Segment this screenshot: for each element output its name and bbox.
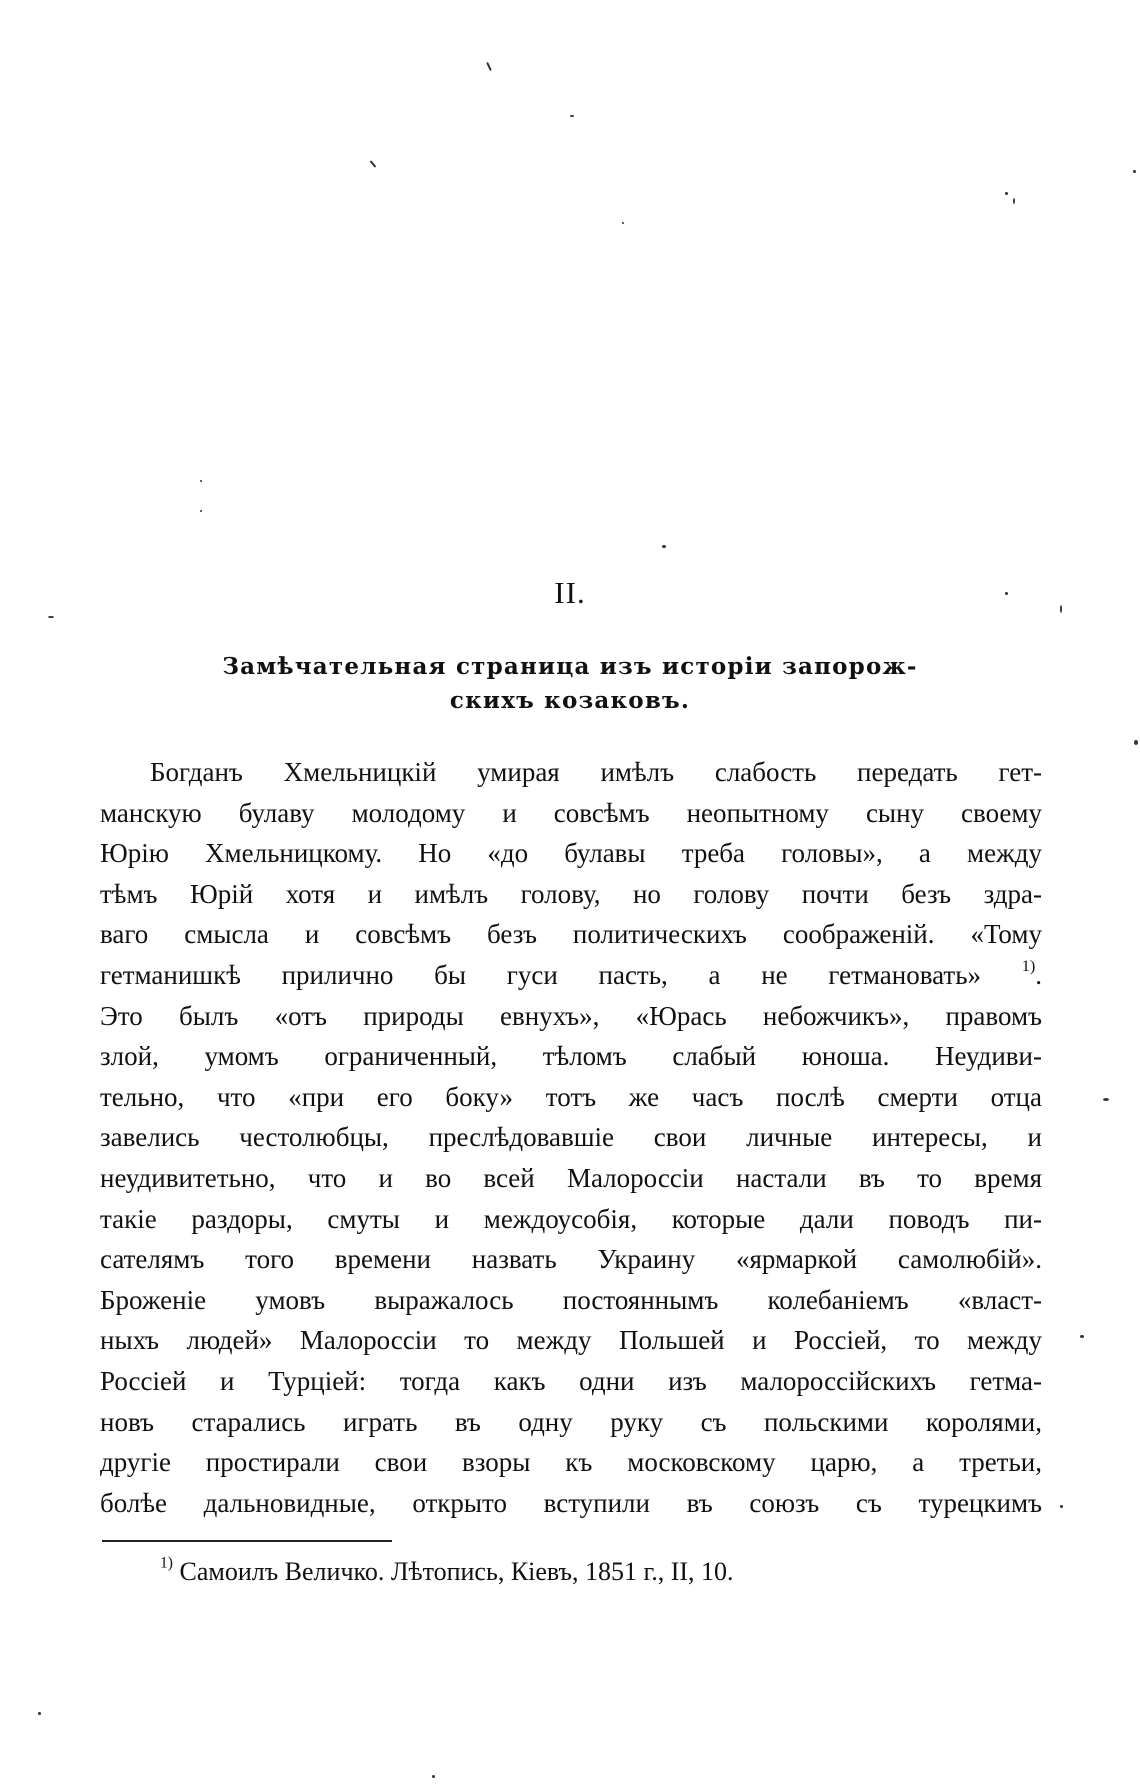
text-line-19: болѣе дальновидные, открыто вступили въ союзъ съ турецкимъ (100, 1487, 1042, 1518)
scan-speck (486, 62, 492, 71)
chapter-title-line-1: Замѣчательная страница изъ исторіи запорож- (222, 653, 918, 680)
text-line-15: ныхъ людей» Малороссіи то между Польшей и Россіей, то между (100, 1325, 1042, 1356)
body-text (100, 752, 1042, 1523)
scan-speck (38, 1712, 41, 1715)
text-line-17: новъ старались играть въ одну руку съ польскими королями, (100, 1406, 1042, 1437)
scan-speck (1005, 592, 1008, 595)
chapter-title-line-2: скихъ козаковъ. (449, 687, 691, 714)
text-line-6-tail: . (1035, 959, 1042, 990)
scan-speck (1060, 1505, 1063, 1508)
footnote-text: Самоилъ Величко. Лѣтопись, Кіевъ, 1851 г., II, 10. (179, 1557, 734, 1586)
scan-speck (622, 222, 624, 224)
scan-speck (570, 115, 574, 117)
footnote-reference: 1) (1021, 957, 1036, 976)
text-line-12: такіе раздоры, смуты и междоусобія, которые дали поводъ пи- (100, 1203, 1042, 1234)
text-line-5: ваго смысла и совсѣмъ безъ политическихъ соображеній. «Тому (100, 919, 1042, 950)
chapter-number: II. (554, 575, 586, 610)
text-line-8: злой, умомъ ограниченный, тѣломъ слабый юноша. Неудиви- (100, 1041, 1042, 1072)
scan-speck (1133, 170, 1136, 173)
text-line-2: манскую булаву молодому и совсѣмъ неопытному сыну своему (100, 797, 1042, 828)
text-line-7: Это былъ «отъ природы евнухъ», «Юрась небожчикъ», правомъ (100, 1000, 1042, 1031)
scan-speck (1005, 192, 1008, 195)
text-line-10: завелись честолюбцы, преслѣдовавшіе свои личные интересы, и (100, 1122, 1042, 1153)
scan-speck (200, 510, 202, 512)
text-line-6-main: гетманишкѣ прилично бы гуси пасть, а не гетмановать» (100, 959, 982, 990)
text-line-16: Россіей и Турціей: тогда какъ одни изъ малороссійскихъ гетма- (100, 1365, 1042, 1396)
text-line-14: Броженіе умовъ выражалось постояннымъ колебаніемъ «власт- (100, 1284, 1042, 1315)
scan-speck (1103, 1098, 1109, 1101)
scan-speck (1080, 1335, 1084, 1338)
scan-speck (1013, 198, 1015, 204)
footnote-marker: 1) (160, 1554, 173, 1572)
scan-speck (432, 1775, 435, 1778)
chapter-title (100, 650, 1040, 718)
text-line-11: неудивитетьно, что и во всей Малороссіи настали въ то время (100, 1162, 1042, 1193)
text-line-1: Богданъ Хмельницкій умирая имѣлъ слабость передать гет- (150, 757, 1042, 787)
text-line-13: сателямъ того времени назвать Украину «ярмаркой самолюбій». (100, 1244, 1042, 1275)
scan-speck (48, 616, 54, 618)
text-line-6 (100, 955, 1042, 996)
text-line-3: Юрію Хмельницкому. Но «до булавы треба головы», а между (100, 838, 1042, 869)
scan-speck (370, 160, 377, 167)
footnote-divider (102, 1540, 392, 1542)
scan-speck (200, 480, 202, 482)
text-line-4: тѣмъ Юрій хотя и имѣлъ голову, но голову почти безъ здра- (100, 878, 1042, 909)
footnote (160, 1554, 734, 1587)
text-line-9: тельно, что «при его боку» тотъ же часъ послѣ смерти отца (100, 1081, 1042, 1112)
scan-speck (662, 545, 666, 548)
scan-speck (1134, 740, 1138, 745)
scan-speck (1060, 605, 1062, 613)
text-line-18: другіе простирали свои взоры къ московскому царю, а третьи, (100, 1447, 1042, 1478)
